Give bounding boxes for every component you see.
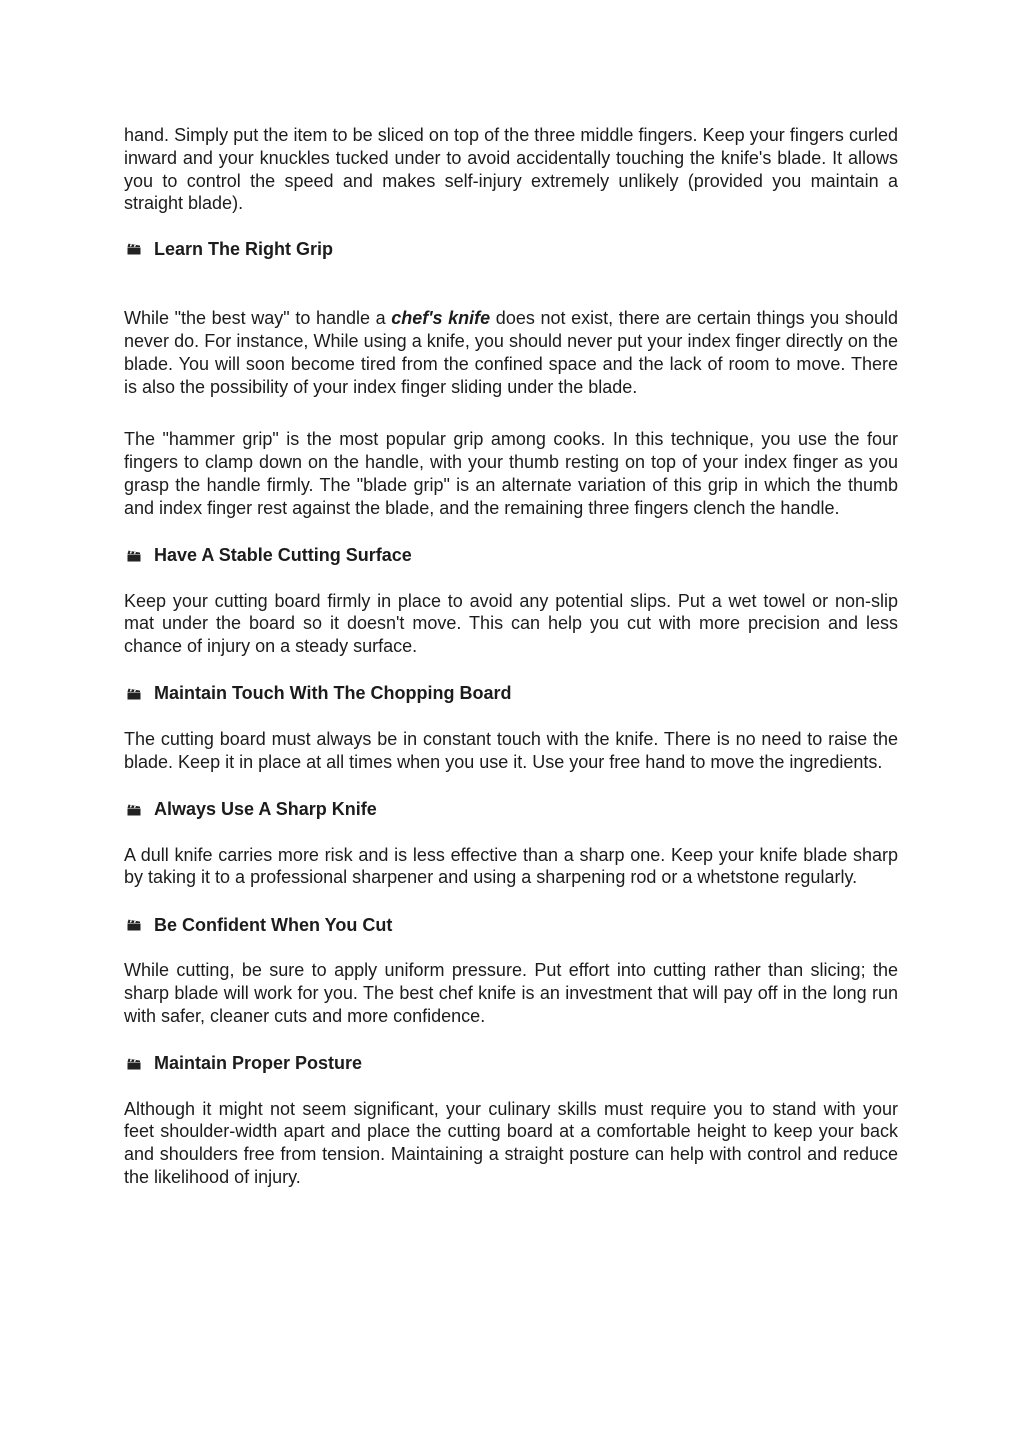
section-heading-sharp-knife: [124, 798, 898, 822]
clapperboard-icon: [127, 688, 141, 700]
section-heading-right-grip: [124, 237, 898, 261]
clapperboard-icon: [127, 1058, 141, 1070]
intro-paragraph: hand. Simply put the item to be sliced on top of the three middle fingers. Keep your fingers curled inward and your knuckles tucked under to avoid accidentally touching the knife's blade. It allows you to control the speed and makes self-injury extremely unlikely (provided you maintain a straight blade).: [124, 125, 898, 214]
section-paragraph: The "hammer grip" is the most popular grip among cooks. In this technique, you use the four fingers to clamp down on the handle, with your thumb resting on top of your index finger as you grasp the handle firmly. The "blade grip" is an alternate variation of this grip in which the thumb and index finger rest against the blade, and the remaining three fingers clench the handle.: [124, 429, 898, 518]
clapperboard-icon: [127, 243, 141, 255]
clapperboard-icon: [127, 804, 141, 816]
section-heading-confident-cut: [124, 913, 898, 937]
section-paragraph: While "the best way" to handle a chef's knife does not exist, there are certain things you should never do. For instance, While using a knife, you should never put your index finger directly on the blade. You will soon become tired from the confined space and the lack of room to move. There is also the possibility of your index finger sliding under the blade.: [124, 308, 898, 397]
section-heading-chopping-board: [124, 682, 898, 706]
section-heading-label: Learn The Right Grip: [154, 238, 334, 259]
chefs-knife-emphasis: chef's knife: [391, 308, 491, 329]
clapperboard-icon: [127, 919, 141, 931]
section-heading-label: Have A Stable Cutting Surface: [154, 545, 412, 566]
section-heading-stable-surface: [124, 544, 898, 568]
document-page: [124, 124, 898, 1189]
clapperboard-icon: [127, 550, 141, 562]
section-heading-label: Be Confident When You Cut: [154, 914, 393, 935]
section-paragraph: Keep your cutting board firmly in place to avoid any potential slips. Put a wet towel or non-slip mat under the board so it doesn't move. This can help you cut with more precision and less chance of injury on a steady surface.: [124, 590, 898, 657]
section-heading-label: Maintain Touch With The Chopping Board: [154, 683, 512, 704]
section-heading-label: Maintain Proper Posture: [154, 1053, 363, 1074]
section-paragraph: While cutting, be sure to apply uniform pressure. Put effort into cutting rather than slicing; the sharp blade will work for you. The best chef knife is an investment that will pay off in the long run with safer, cleaner cuts and more confidence.: [124, 960, 898, 1026]
section-paragraph: A dull knife carries more risk and is less effective than a sharp one. Keep your knife blade sharp by taking it to a professional sharpener and using a sharpening rod or a whetstone regularly.: [124, 844, 898, 888]
section-heading-proper-posture: [124, 1052, 898, 1076]
section-paragraph: Although it might not seem significant, your culinary skills must require you to stand with your feet shoulder-width apart and place the cutting board at a comfortable height to keep your back and shoulders free from tension. Maintaining a straight posture can help with control and reduce the likelihood of injury.: [124, 1098, 898, 1187]
section-heading-label: Always Use A Sharp Knife: [154, 799, 377, 820]
section-paragraph: The cutting board must always be in constant touch with the knife. There is no need to raise the blade. Keep it in place at all times when you use it. Use your free hand to move the ingredients.: [124, 728, 898, 772]
